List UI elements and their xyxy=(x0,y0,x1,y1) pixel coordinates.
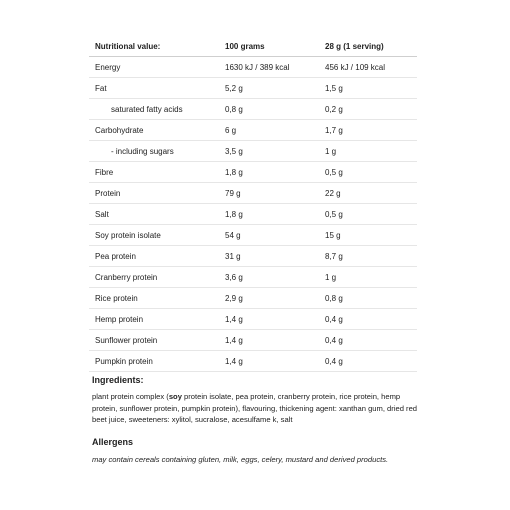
value-per-100g-cell: 3,5 g xyxy=(219,141,319,162)
table-row xyxy=(89,204,417,225)
value-per-serving-cell: 0,5 g xyxy=(319,162,417,183)
nutrient-name-cell: Pumpkin protein xyxy=(89,351,219,372)
value-per-100g-cell: 0,8 g xyxy=(219,99,319,120)
nutrition-table-body xyxy=(89,57,417,372)
table-row xyxy=(89,330,417,351)
allergens-heading: Allergens xyxy=(92,437,134,447)
table-row xyxy=(89,246,417,267)
table-row xyxy=(89,309,417,330)
nutrient-name-cell: Rice protein xyxy=(89,288,219,309)
nutrition-table xyxy=(89,36,417,372)
value-per-serving-cell: 0,4 g xyxy=(319,309,417,330)
table-row xyxy=(89,57,417,78)
table-row xyxy=(89,183,417,204)
table-row xyxy=(89,288,417,309)
nutrient-name-cell: Pea protein xyxy=(89,246,219,267)
table-row xyxy=(89,99,417,120)
value-per-100g-cell: 79 g xyxy=(219,183,319,204)
value-per-100g-cell: 1,4 g xyxy=(219,351,319,372)
value-per-serving-cell: 0,4 g xyxy=(319,330,417,351)
nutrient-name-cell: Carbohydrate xyxy=(89,120,219,141)
value-per-100g-cell: 1,8 g xyxy=(219,204,319,225)
value-per-100g-cell: 1,4 g xyxy=(219,330,319,351)
value-per-serving-cell: 15 g xyxy=(319,225,417,246)
value-per-serving-cell: 1 g xyxy=(319,141,417,162)
nutrient-name-cell: - including sugars xyxy=(89,141,219,162)
value-per-100g-cell: 1630 kJ / 389 kcal xyxy=(219,57,319,78)
table-row xyxy=(89,351,417,372)
value-per-serving-cell: 0,2 g xyxy=(319,99,417,120)
allergens-text: may contain cereals containing gluten, milk, eggs, celery, mustard and derived products. xyxy=(92,455,389,464)
header-serving: 28 g (1 serving) xyxy=(319,36,417,57)
table-row xyxy=(89,78,417,99)
ingredients-heading: Ingredients: xyxy=(92,375,144,385)
ingredients-text xyxy=(92,391,422,426)
ingredients-text-rest: protein isolate, pea protein, cranberry protein, rice protein, hemp protein, sunflower protein, pumpkin protein), flavouring, thickening agent: xanthan gum, dried red beet juice, sweeteners: xylitol, sucralose, acesulfame k, salt xyxy=(92,392,418,424)
nutrient-name-cell: Sunflower protein xyxy=(89,330,219,351)
value-per-100g-cell: 54 g xyxy=(219,225,319,246)
table-row xyxy=(89,162,417,183)
value-per-serving-cell: 1 g xyxy=(319,267,417,288)
value-per-serving-cell: 8,7 g xyxy=(319,246,417,267)
nutrient-name-cell: Energy xyxy=(89,57,219,78)
table-row xyxy=(89,267,417,288)
value-per-100g-cell: 6 g xyxy=(219,120,319,141)
nutrient-name-cell: Salt xyxy=(89,204,219,225)
nutrient-name-cell: Fibre xyxy=(89,162,219,183)
header-100-grams: 100 grams xyxy=(219,36,319,57)
value-per-100g-cell: 5,2 g xyxy=(219,78,319,99)
table-row xyxy=(89,120,417,141)
value-per-serving-cell: 1,5 g xyxy=(319,78,417,99)
table-row xyxy=(89,225,417,246)
table-header-row xyxy=(89,36,417,57)
value-per-serving-cell: 0,4 g xyxy=(319,351,417,372)
nutrient-name-cell: Hemp protein xyxy=(89,309,219,330)
value-per-100g-cell: 3,6 g xyxy=(219,267,319,288)
value-per-serving-cell: 22 g xyxy=(319,183,417,204)
value-per-100g-cell: 1,8 g xyxy=(219,162,319,183)
value-per-serving-cell: 456 kJ / 109 kcal xyxy=(319,57,417,78)
ingredients-allergen-soy: soy xyxy=(168,392,182,401)
header-nutritional-value: Nutritional value: xyxy=(89,36,219,57)
value-per-serving-cell: 0,5 g xyxy=(319,204,417,225)
value-per-100g-cell: 1,4 g xyxy=(219,309,319,330)
value-per-100g-cell: 31 g xyxy=(219,246,319,267)
value-per-serving-cell: 1,7 g xyxy=(319,120,417,141)
nutrient-name-cell: Cranberry protein xyxy=(89,267,219,288)
value-per-100g-cell: 2,9 g xyxy=(219,288,319,309)
value-per-serving-cell: 0,8 g xyxy=(319,288,417,309)
table-row xyxy=(89,141,417,162)
nutrient-name-cell: Soy protein isolate xyxy=(89,225,219,246)
nutrient-name-cell: Fat xyxy=(89,78,219,99)
nutrient-name-cell: saturated fatty acids xyxy=(89,99,219,120)
nutrient-name-cell: Protein xyxy=(89,183,219,204)
ingredients-text-start: plant protein complex ( xyxy=(92,392,169,401)
